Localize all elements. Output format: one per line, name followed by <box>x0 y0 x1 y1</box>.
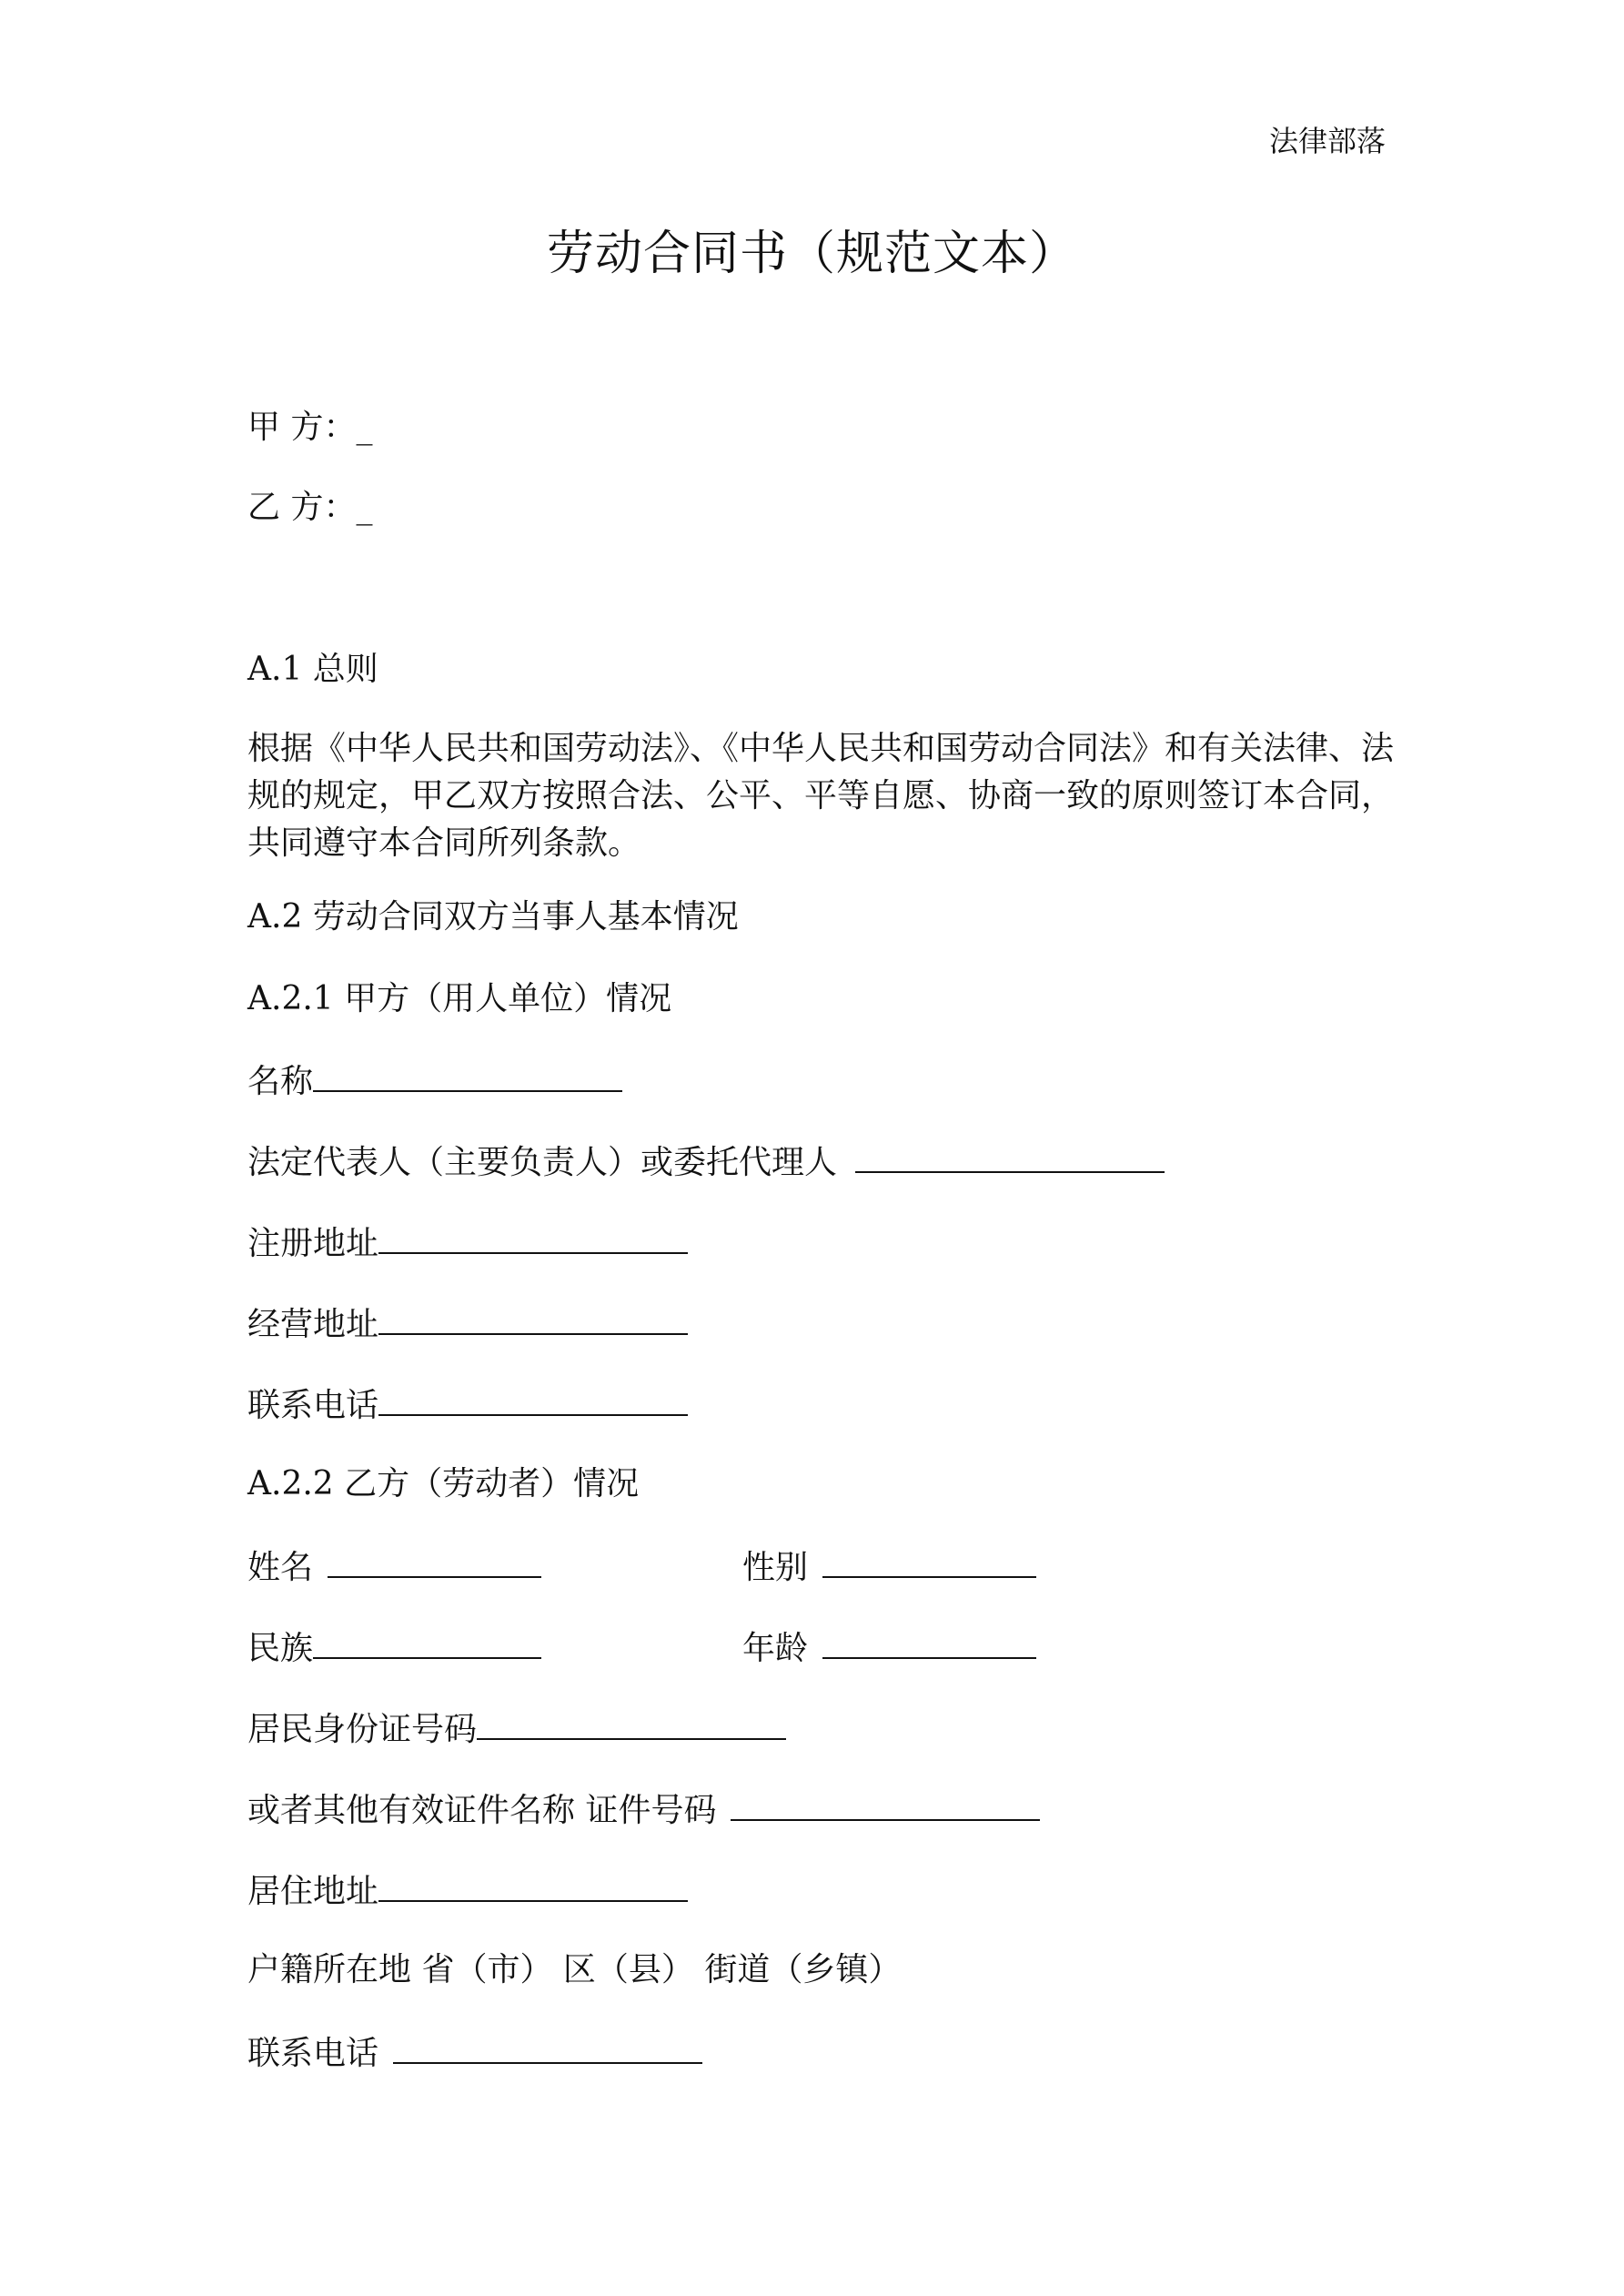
section-a1-body: 根据《中华人民共和国劳动法》、《中华人民共和国劳动合同法》和有关法律、法规的规定，甲乙双方按照合法、公平、平等自愿、协商一致的原则签订本合同，共同遵守本合同所列条款。 <box>247 730 1395 862</box>
employee-ethnicity-row <box>247 1630 541 1665</box>
employee-id-row <box>247 1711 786 1746</box>
employer-phone-row <box>247 1387 688 1422</box>
employer-biz-address-blank[interactable] <box>378 1306 688 1335</box>
employer-reg-address-blank[interactable] <box>378 1225 688 1254</box>
employee-gender-label: 性别 <box>742 1549 809 1586</box>
party-a-line: 甲 方：_ <box>247 409 373 446</box>
employer-biz-address-row <box>247 1306 688 1341</box>
source-label: 法律部落 <box>1268 124 1386 158</box>
employer-biz-address-label: 经营地址 <box>247 1306 379 1343</box>
employee-id-label: 居民身份证号码 <box>247 1711 478 1748</box>
employee-age-row <box>742 1630 1036 1665</box>
employee-phone-label: 联系电话 <box>247 2035 379 2072</box>
section-a21-heading: A.2.1 甲方（用人单位）情况 <box>247 980 672 1017</box>
employer-reg-address-row <box>247 1225 688 1260</box>
section-a2-heading: A.2 劳动合同双方当事人基本情况 <box>247 898 739 936</box>
employee-age-label: 年龄 <box>742 1630 809 1667</box>
employer-name-label: 名称 <box>247 1063 314 1100</box>
employee-phone-row <box>247 2035 702 2070</box>
employee-address-label: 居住地址 <box>247 1873 379 1910</box>
employer-name-blank[interactable] <box>313 1063 622 1092</box>
section-a1-heading: A.1 总则 <box>247 651 378 688</box>
employee-id-blank[interactable] <box>477 1711 786 1740</box>
employer-name-row <box>247 1063 622 1098</box>
employee-phone-blank[interactable] <box>393 2035 702 2064</box>
employee-name-label: 姓名 <box>247 1549 314 1586</box>
employee-other-id-blank[interactable] <box>731 1792 1040 1821</box>
employer-rep-row <box>247 1144 1165 1179</box>
employee-name-blank[interactable] <box>328 1549 541 1578</box>
employee-ethnicity-blank[interactable] <box>313 1630 541 1659</box>
employer-rep-blank[interactable] <box>855 1144 1165 1173</box>
employer-reg-address-label: 注册地址 <box>247 1225 379 1262</box>
section-a22-heading: A.2.2 乙方（劳动者）情况 <box>247 1465 640 1502</box>
employee-address-blank[interactable] <box>378 1873 688 1902</box>
employer-phone-label: 联系电话 <box>247 1387 379 1424</box>
employee-address-row <box>247 1873 688 1908</box>
employee-other-id-label: 或者其他有效证件名称 证件号码 <box>247 1792 717 1829</box>
employee-gender-blank[interactable] <box>822 1549 1036 1578</box>
employee-name-row <box>247 1549 541 1584</box>
employee-other-id-row <box>247 1792 1040 1827</box>
employer-phone-blank[interactable] <box>378 1387 688 1416</box>
employee-age-blank[interactable] <box>822 1630 1036 1659</box>
employer-rep-label: 法定代表人（主要负责人）或委托代理人 <box>247 1144 838 1181</box>
party-b-line: 乙 方：_ <box>247 489 373 526</box>
employee-household-line: 户籍所在地 省（市） 区（县） 街道（乡镇） <box>247 1951 902 1988</box>
document-title: 劳动合同书（规范文本） <box>546 227 1077 281</box>
employee-gender-row <box>742 1549 1036 1584</box>
employee-ethnicity-label: 民族 <box>247 1630 314 1667</box>
